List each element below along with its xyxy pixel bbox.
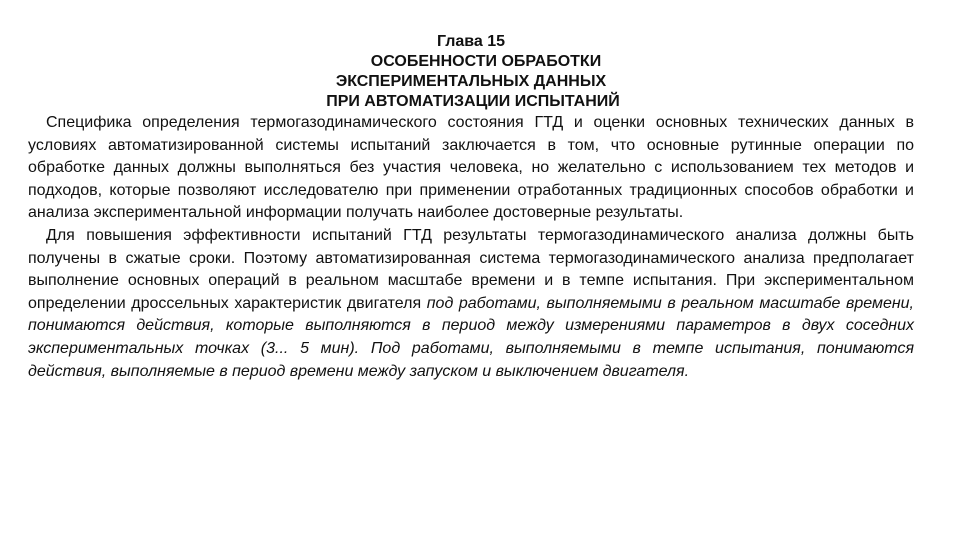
- chapter-title-line-2: ЭКСПЕРИМЕНТАЛЬНЫХ ДАННЫХ: [335, 73, 607, 90]
- paragraph-2-text: Для повышения эффективности испытаний ГТД результаты термогазодинамического анализа должны быть получены в сжатые сроки. Поэтому автоматизированная система термогазодинамического анализа предполагает выполнение основных операций в реальном масштабе времени и в темпе испытания. При экспериментальном определении дроссельных характеристик двигателя: [28, 226, 914, 312]
- document-page: [28, 32, 914, 383]
- chapter-heading: [28, 32, 914, 112]
- chapter-title-line-1: ОСОБЕННОСТИ ОБРАБОТКИ: [370, 53, 602, 70]
- paragraph-1-text: Специфика определения термогазодинамического состояния ГТД и оценки основных технических данных в условиях автоматизированной системы испытаний заключается в том, что основные рутинные операции по обработке данных должны выполняться без участия человека, но желательно с использованием тех методов и подходов, которые позволяют исследователю при применении отработанных традиционных способов обработки и анализа экспериментальной информации получать наиболее достоверные результаты.: [28, 114, 914, 222]
- paragraph-2: [28, 225, 914, 383]
- paragraph-1: [28, 112, 914, 225]
- chapter-body: [28, 112, 914, 383]
- paragraph-2-italic-text: под работами, выполняемыми в реальном масштабе времени, понимаются действия, которые выполняются в период между измерениями параметров в двух соседних экспериментальных точках (3... 5 мин). Под работами, выполняемыми в темпе испытания, понимаются действия, выполняемые в период времени между запуском и выключением двигателя.: [28, 294, 914, 380]
- chapter-title-line-3: ПРИ АВТОМАТИЗАЦИИ ИСПЫТАНИЙ: [326, 93, 620, 110]
- chapter-label: Глава 15: [436, 33, 506, 50]
